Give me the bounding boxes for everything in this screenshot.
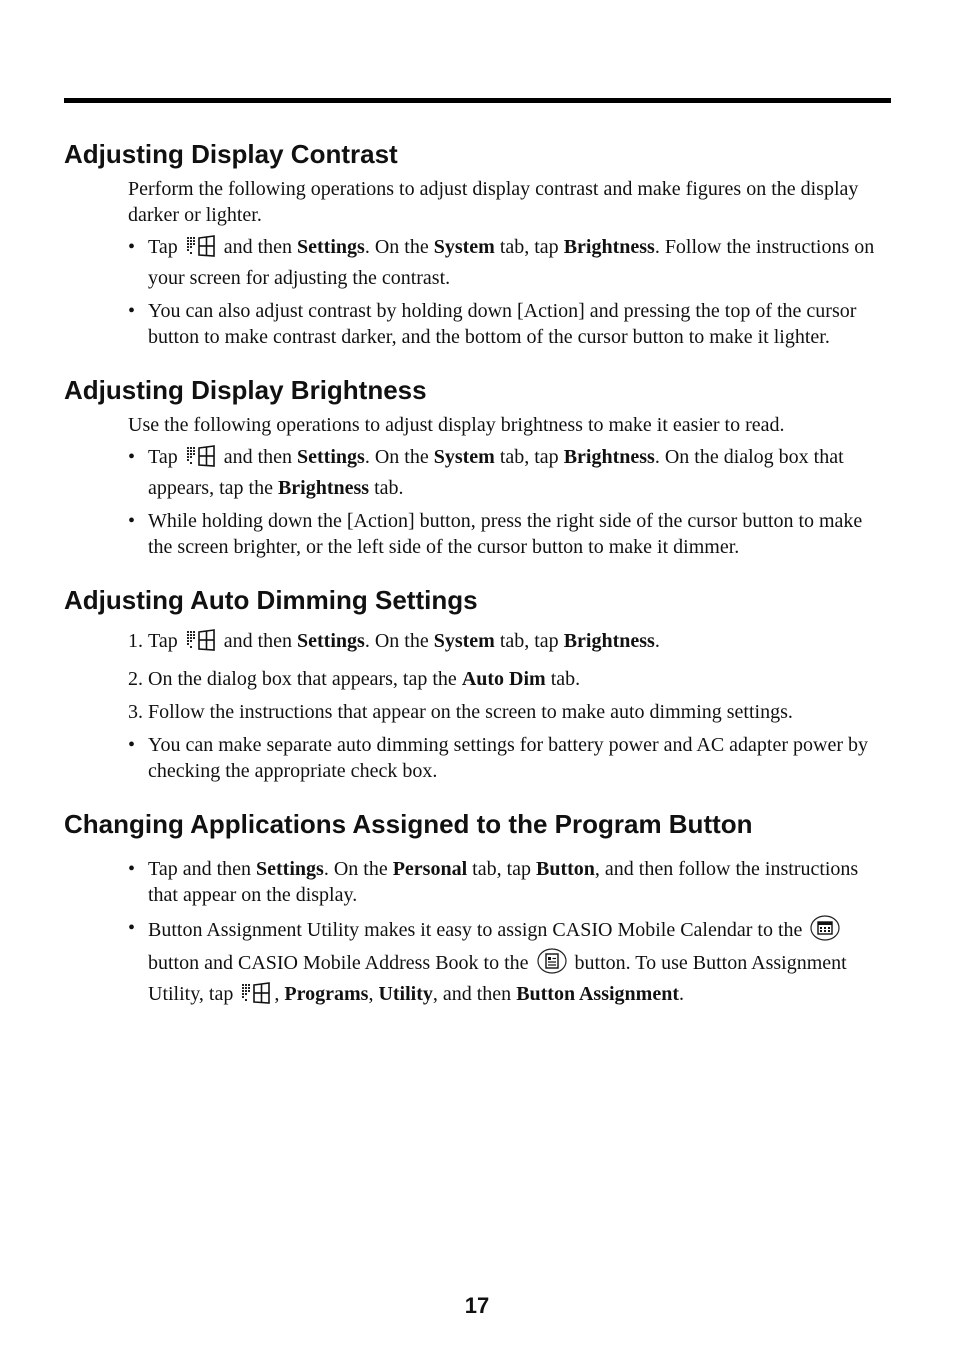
list-item: [128, 508, 891, 560]
ui-term: Programs: [284, 983, 369, 1005]
text: . On the: [364, 236, 434, 258]
section-intro: Perform the following operations to adjust display contrast and make figures on the display darker or lighter.: [128, 178, 859, 226]
list-item: [128, 732, 891, 784]
start-menu-icon: [240, 981, 272, 1012]
text: . On the: [323, 858, 393, 880]
text: . Follow the instructions on your screen for adjusting the contrast.: [148, 236, 875, 289]
start-menu-icon: [185, 234, 217, 265]
text: Follow the instructions that appear on the screen to make auto dimming settings.: [148, 701, 793, 723]
ui-term: Brightness: [563, 446, 655, 468]
text: ,: [274, 983, 285, 1005]
ui-term: Brightness: [563, 630, 655, 652]
ui-term: System: [433, 236, 495, 258]
start-menu-icon: [185, 628, 217, 659]
page-number: 17: [464, 1293, 490, 1318]
text: button and CASIO Mobile Address Book to the: [148, 952, 534, 974]
page-content: [64, 136, 891, 1034]
text: You can also adjust contrast by holding down [Action] and pressing the top of the cursor button to make contrast darker, and the bottom of the cursor button to make it lighter.: [148, 300, 857, 348]
ui-term: System: [433, 630, 495, 652]
section-title: Adjusting Display Brightness: [64, 375, 427, 405]
section-title: Changing Applications Assigned to the Program Button: [64, 809, 753, 839]
section-title: Adjusting Display Contrast: [64, 139, 398, 169]
bullet-marker: •: [128, 917, 136, 939]
ui-term: Button: [536, 858, 595, 880]
ui-term: Settings: [297, 630, 365, 652]
section-intro: Use the following operations to adjust display brightness to make it easier to read.: [128, 414, 785, 436]
text: ,: [368, 983, 379, 1005]
bullet-marker: •: [128, 446, 136, 468]
ui-term: Button Assignment: [516, 983, 679, 1005]
text: tab, tap: [467, 858, 537, 880]
section-auto-dimming: [64, 582, 891, 784]
ui-term: Settings: [297, 236, 365, 258]
text: . On the: [364, 630, 434, 652]
header-rule: [64, 98, 891, 103]
ui-term: Personal: [392, 858, 468, 880]
section-display-brightness: [64, 372, 891, 560]
bullet-marker: •: [128, 510, 136, 532]
ui-term: Brightness: [277, 477, 370, 499]
bullet-marker: •: [128, 236, 136, 258]
text: , and then follow the instructions that appear on the display.: [148, 858, 859, 906]
ui-term: Settings: [297, 446, 365, 468]
text: While holding down the [Action] button, press the right side of the cursor button to make the screen brighter, or the left side of the cursor button to make it dimmer.: [148, 510, 863, 558]
bullet-marker: •: [128, 300, 136, 322]
ui-term: Utility: [378, 983, 433, 1005]
bullet-marker: •: [128, 734, 136, 756]
list-item: [128, 298, 891, 350]
text: Button Assignment Utility makes it easy to assign CASIO Mobile Calendar to the: [148, 919, 808, 941]
section-display-contrast: [64, 136, 891, 350]
text: tab, tap: [494, 236, 564, 258]
text: tab.: [545, 668, 581, 690]
text: Tap: [148, 446, 183, 468]
list-item: [128, 699, 891, 725]
start-menu-icon: [185, 444, 217, 475]
ui-term: Auto Dim: [461, 668, 546, 690]
text: .: [679, 983, 684, 1005]
contacts-button-icon: [536, 948, 568, 981]
text: Tap and then: [148, 858, 257, 880]
text: . On the: [364, 446, 434, 468]
text: .: [654, 630, 660, 652]
step-number: 1.: [128, 630, 143, 652]
text: On the dialog box that appears, tap the: [148, 668, 462, 690]
text: and then: [218, 630, 298, 652]
section-program-button: [64, 806, 891, 1012]
text: and then: [218, 236, 298, 258]
text: You can make separate auto dimming settings for battery power and AC adapter power by checking the appropriate check box.: [148, 734, 868, 782]
list-item: [128, 856, 891, 908]
ui-term: Settings: [256, 858, 324, 880]
calendar-button-icon: [809, 915, 841, 948]
text: Tap: [148, 630, 183, 652]
ui-term: System: [433, 446, 495, 468]
list-item: [128, 628, 891, 659]
text: tab, tap: [494, 446, 564, 468]
text: button. To use Button Assignment Utility, tap: [148, 952, 847, 1005]
section-title: Adjusting Auto Dimming Settings: [64, 585, 478, 615]
list-item: [128, 234, 891, 291]
step-number: 2.: [128, 668, 143, 690]
step-number: 3.: [128, 701, 143, 723]
list-item: [128, 666, 891, 692]
text: tab, tap: [494, 630, 564, 652]
list-item: [128, 444, 891, 501]
text: Tap: [148, 236, 183, 258]
list-item: [128, 915, 891, 1012]
text: , and then: [432, 983, 517, 1005]
text: tab.: [369, 477, 404, 499]
ui-term: Brightness: [563, 236, 655, 258]
text: . On the dialog box that appears, tap the: [148, 446, 844, 499]
text: and then: [218, 446, 298, 468]
bullet-marker: •: [128, 858, 136, 880]
